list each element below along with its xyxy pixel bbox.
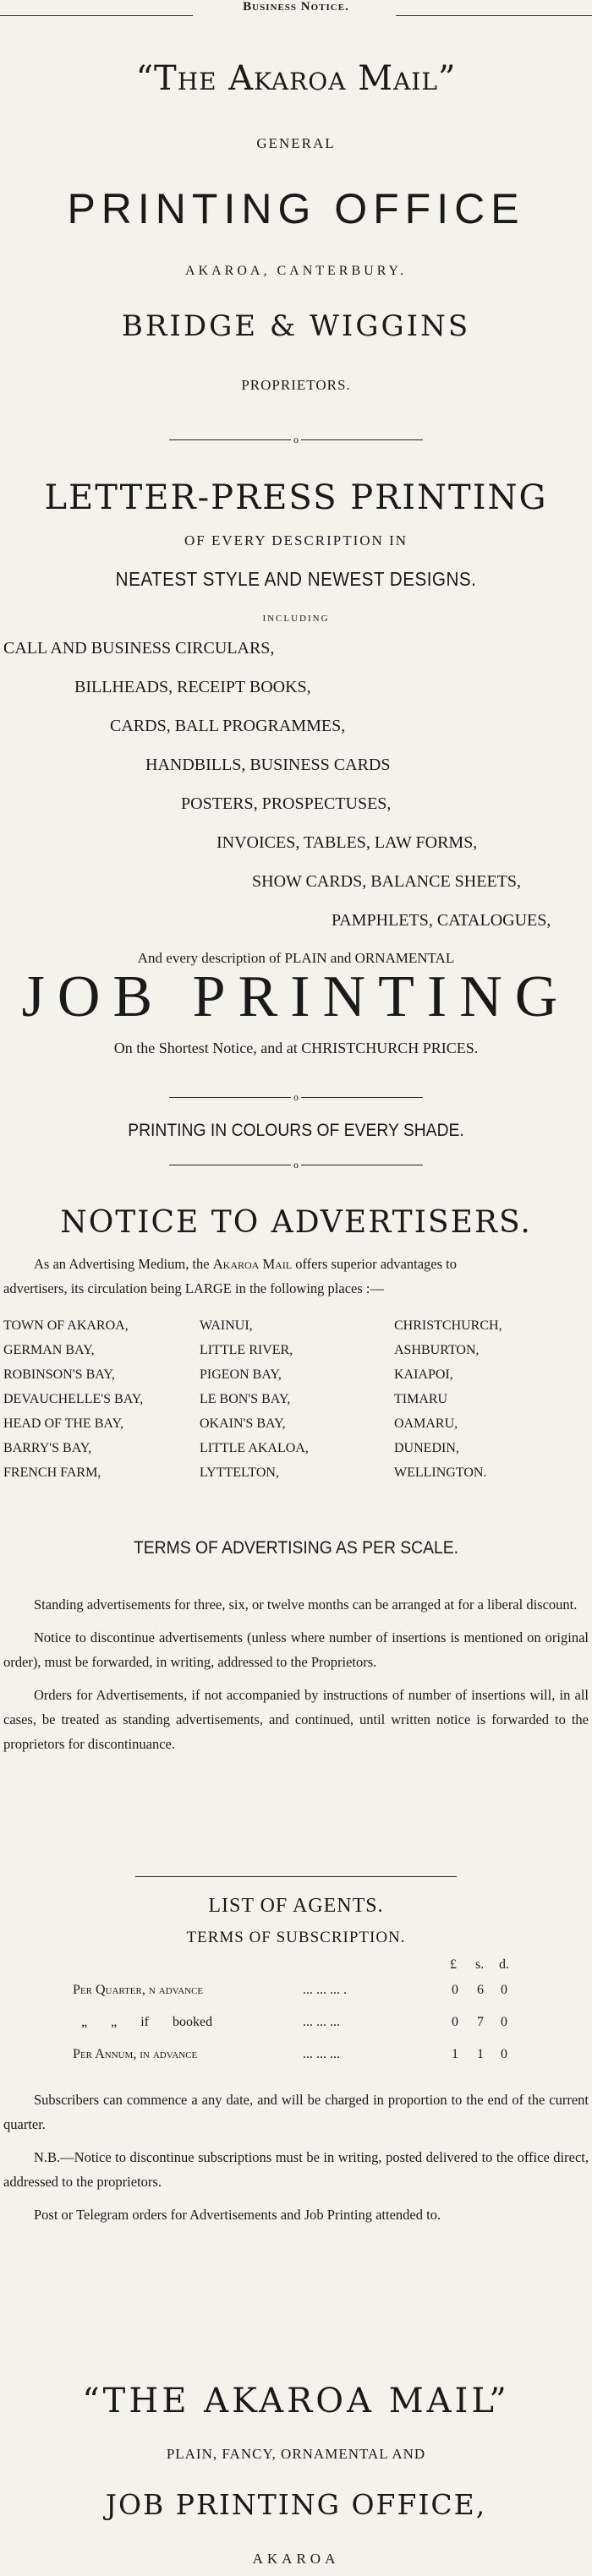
notice-paragraph: Orders for Advertisements, if not accompanied by instructions of number of insertions will, in all cases, be treated as standing advertisements, and continued, until written notice is forwarded to the proprietors for discontinuance. xyxy=(3,1687,589,1752)
place-name: DEVAUCHELLE'S BAY, xyxy=(3,1392,144,1406)
places-row xyxy=(3,1416,589,1441)
subscription-paragraph: N.B.—Notice to discontinue subscriptions must be in writing, posted delivered to the office direct, addressed to the proprietors. xyxy=(3,2149,589,2190)
subscription-pence: 0 xyxy=(501,2047,507,2061)
ornament-glyph: o xyxy=(291,1158,301,1171)
notice-intro-line1 xyxy=(34,1256,457,1273)
place-name: WELLINGTON. xyxy=(394,1465,487,1480)
place-name: LE BON'S BAY, xyxy=(200,1392,291,1406)
subscription-label: Per Quarter, n advance xyxy=(73,1983,204,1997)
place-name: LYTTELTON, xyxy=(200,1465,279,1480)
place-name: OKAIN'S BAY, xyxy=(200,1416,286,1431)
masthead-proprietors: PROPRIETORS. xyxy=(241,377,351,393)
header-rule-right xyxy=(396,15,592,16)
header-rule-left xyxy=(0,15,193,16)
currency-header-row xyxy=(0,1957,592,1983)
places-row xyxy=(3,1441,589,1465)
place-name: CHRISTCHURCH, xyxy=(394,1318,502,1333)
terms-of-advertising: TERMS OF ADVERTISING AS PER SCALE. xyxy=(133,1538,458,1558)
masthead-printing-office: PRINTING OFFICE xyxy=(67,185,525,232)
letterpress-and-every: And every description of PLAIN and ORNAMENTAL xyxy=(137,950,455,966)
ornament-rule-1 xyxy=(169,433,423,446)
letterpress-item: CARDS, BALL PROGRAMMES, xyxy=(110,717,346,735)
subscription-shillings: 7 xyxy=(477,2015,484,2029)
letterpress-item: SHOW CARDS, BALANCE SHEETS, xyxy=(252,872,521,891)
letterpress-including: INCLUDING xyxy=(262,614,330,624)
subscription-shillings: 1 xyxy=(477,2047,484,2061)
footer-title: “THE AKAROA MAIL” xyxy=(82,2382,510,2420)
subscription-row xyxy=(0,2015,592,2047)
letterpress-of-every: OF EVERY DESCRIPTION IN xyxy=(184,532,408,548)
place-name: TOWN OF AKAROA, xyxy=(3,1318,129,1333)
subscription-shillings: 6 xyxy=(477,1983,484,1997)
places-row xyxy=(3,1343,589,1367)
place-name: KAIAPOI, xyxy=(394,1367,453,1382)
place-name: ASHBURTON, xyxy=(394,1343,480,1357)
currency-shillings: s. xyxy=(475,1957,485,1972)
place-name: ROBINSON'S BAY, xyxy=(3,1367,115,1382)
subscription-paragraphs xyxy=(3,2088,589,2227)
places-row xyxy=(3,1465,589,1490)
ornament-glyph: o xyxy=(291,433,301,446)
notice-intro-b: offers superior advantages to xyxy=(292,1256,457,1272)
letterpress-neatest: NEATEST STYLE AND NEWEST DESIGNS. xyxy=(115,568,477,590)
place-name: GERMAN BAY, xyxy=(3,1343,95,1357)
letterpress-item: BILLHEADS, RECEIPT BOOKS, xyxy=(74,678,311,696)
notice-intro-mail: Akaroa Mail xyxy=(212,1256,293,1272)
place-name: PIGEON BAY, xyxy=(200,1367,282,1382)
place-name: LITTLE RIVER, xyxy=(200,1343,293,1357)
notice-title: NOTICE TO ADVERTISERS. xyxy=(60,1205,532,1240)
letterpress-item: HANDBILLS, BUSINESS CARDS xyxy=(145,756,391,774)
subscription-dots: ... ... ... xyxy=(303,2047,340,2061)
subscription-pence: 0 xyxy=(501,1983,507,1997)
places-row xyxy=(3,1318,589,1343)
notice-intro-a: As an Advertising Medium, the xyxy=(34,1256,213,1272)
place-name: WAINUI, xyxy=(200,1318,253,1333)
subscription-table xyxy=(0,1957,592,2079)
notice-paragraphs xyxy=(3,1592,589,1756)
subscription-row xyxy=(0,2047,592,2079)
subscription-pence: 0 xyxy=(501,2015,507,2029)
letterpress-item: POSTERS, PROSPECTUSES, xyxy=(181,794,392,813)
subscription-title: TERMS OF SUBSCRIPTION. xyxy=(186,1929,406,1946)
subscription-paragraph: Subscribers can commence a any date, and will be charged in proportion to the end of the current quarter. xyxy=(3,2092,589,2132)
footer-plain: PLAIN, FANCY, ORNAMENTAL AND xyxy=(166,2446,426,2462)
notice-intro-line2: advertisers, its circulation being LARGE in the following places :— xyxy=(3,1280,384,1296)
letterpress-item: INVOICES, TABLES, LAW FORMS, xyxy=(217,833,478,852)
place-name: LITTLE AKALOA, xyxy=(200,1441,309,1455)
places-row xyxy=(3,1367,589,1392)
subscription-dots: ... ... ... xyxy=(303,2015,340,2029)
masthead-location: AKAROA, CANTERBURY. xyxy=(185,264,407,278)
section-rule xyxy=(135,1876,457,1877)
ornament-rule-2 xyxy=(169,1090,423,1104)
place-name: TIMARU xyxy=(394,1392,448,1406)
letterpress-title: LETTER-PRESS PRINTING xyxy=(44,478,548,517)
subscription-pounds: 0 xyxy=(452,2015,458,2029)
place-name: BARRY'S BAY, xyxy=(3,1441,92,1455)
job-printing-subtitle: On the Shortest Notice, and at CHRISTCHURCH PRICES. xyxy=(113,1040,479,1056)
notice-paragraph: Standing advertisements for three, six, or twelve months can be arranged at for a liberal discount. xyxy=(34,1596,578,1613)
currency-pence: d. xyxy=(499,1957,509,1972)
letterpress-item: PAMPHLETS, CATALOGUES, xyxy=(332,911,551,930)
agents-title: LIST OF AGENTS. xyxy=(208,1895,384,1917)
page-header: Business Notice. xyxy=(243,0,349,14)
place-name: OAMARU, xyxy=(394,1416,458,1431)
notice-paragraph: Notice to discontinue advertisements (unless where number of insertions is mentioned on original order), must be forwarded, in writing, addressed to the Proprietors. xyxy=(3,1629,589,1670)
footer-akaroa: AKAROA xyxy=(252,2551,340,2567)
ornament-rule-3 xyxy=(169,1158,423,1171)
masthead-title: “The Akaroa Mail” xyxy=(135,59,457,98)
colours-line: PRINTING IN COLOURS OF EVERY SHADE. xyxy=(128,1121,464,1140)
places-table xyxy=(3,1318,589,1490)
places-row xyxy=(3,1392,589,1416)
masthead-firm: BRIDGE & WIGGINS xyxy=(121,309,471,343)
ornament-glyph: o xyxy=(291,1090,301,1104)
place-name: FRENCH FARM, xyxy=(3,1465,101,1480)
letterpress-item: CALL AND BUSINESS CIRCULARS, xyxy=(3,639,275,658)
place-name: DUNEDIN, xyxy=(394,1441,459,1455)
subscription-row xyxy=(0,1983,592,2015)
subscription-paragraph: Post or Telegram orders for Advertisements and Job Printing attended to. xyxy=(34,2207,441,2223)
subscription-label: „ „ if booked xyxy=(81,2015,213,2029)
place-name: HEAD OF THE BAY, xyxy=(3,1416,123,1431)
job-printing-title: JOB PRINTING xyxy=(21,964,571,1029)
currency-pounds: £ xyxy=(450,1957,457,1972)
masthead-general: GENERAL xyxy=(256,135,336,151)
subscription-pounds: 1 xyxy=(452,2047,458,2061)
footer-job-printing-office: JOB PRINTING OFFICE, xyxy=(105,2488,487,2521)
subscription-dots: ... ... ... . xyxy=(303,1983,347,1997)
subscription-label: Per Annum, in advance xyxy=(73,2047,198,2061)
subscription-pounds: 0 xyxy=(452,1983,458,1997)
